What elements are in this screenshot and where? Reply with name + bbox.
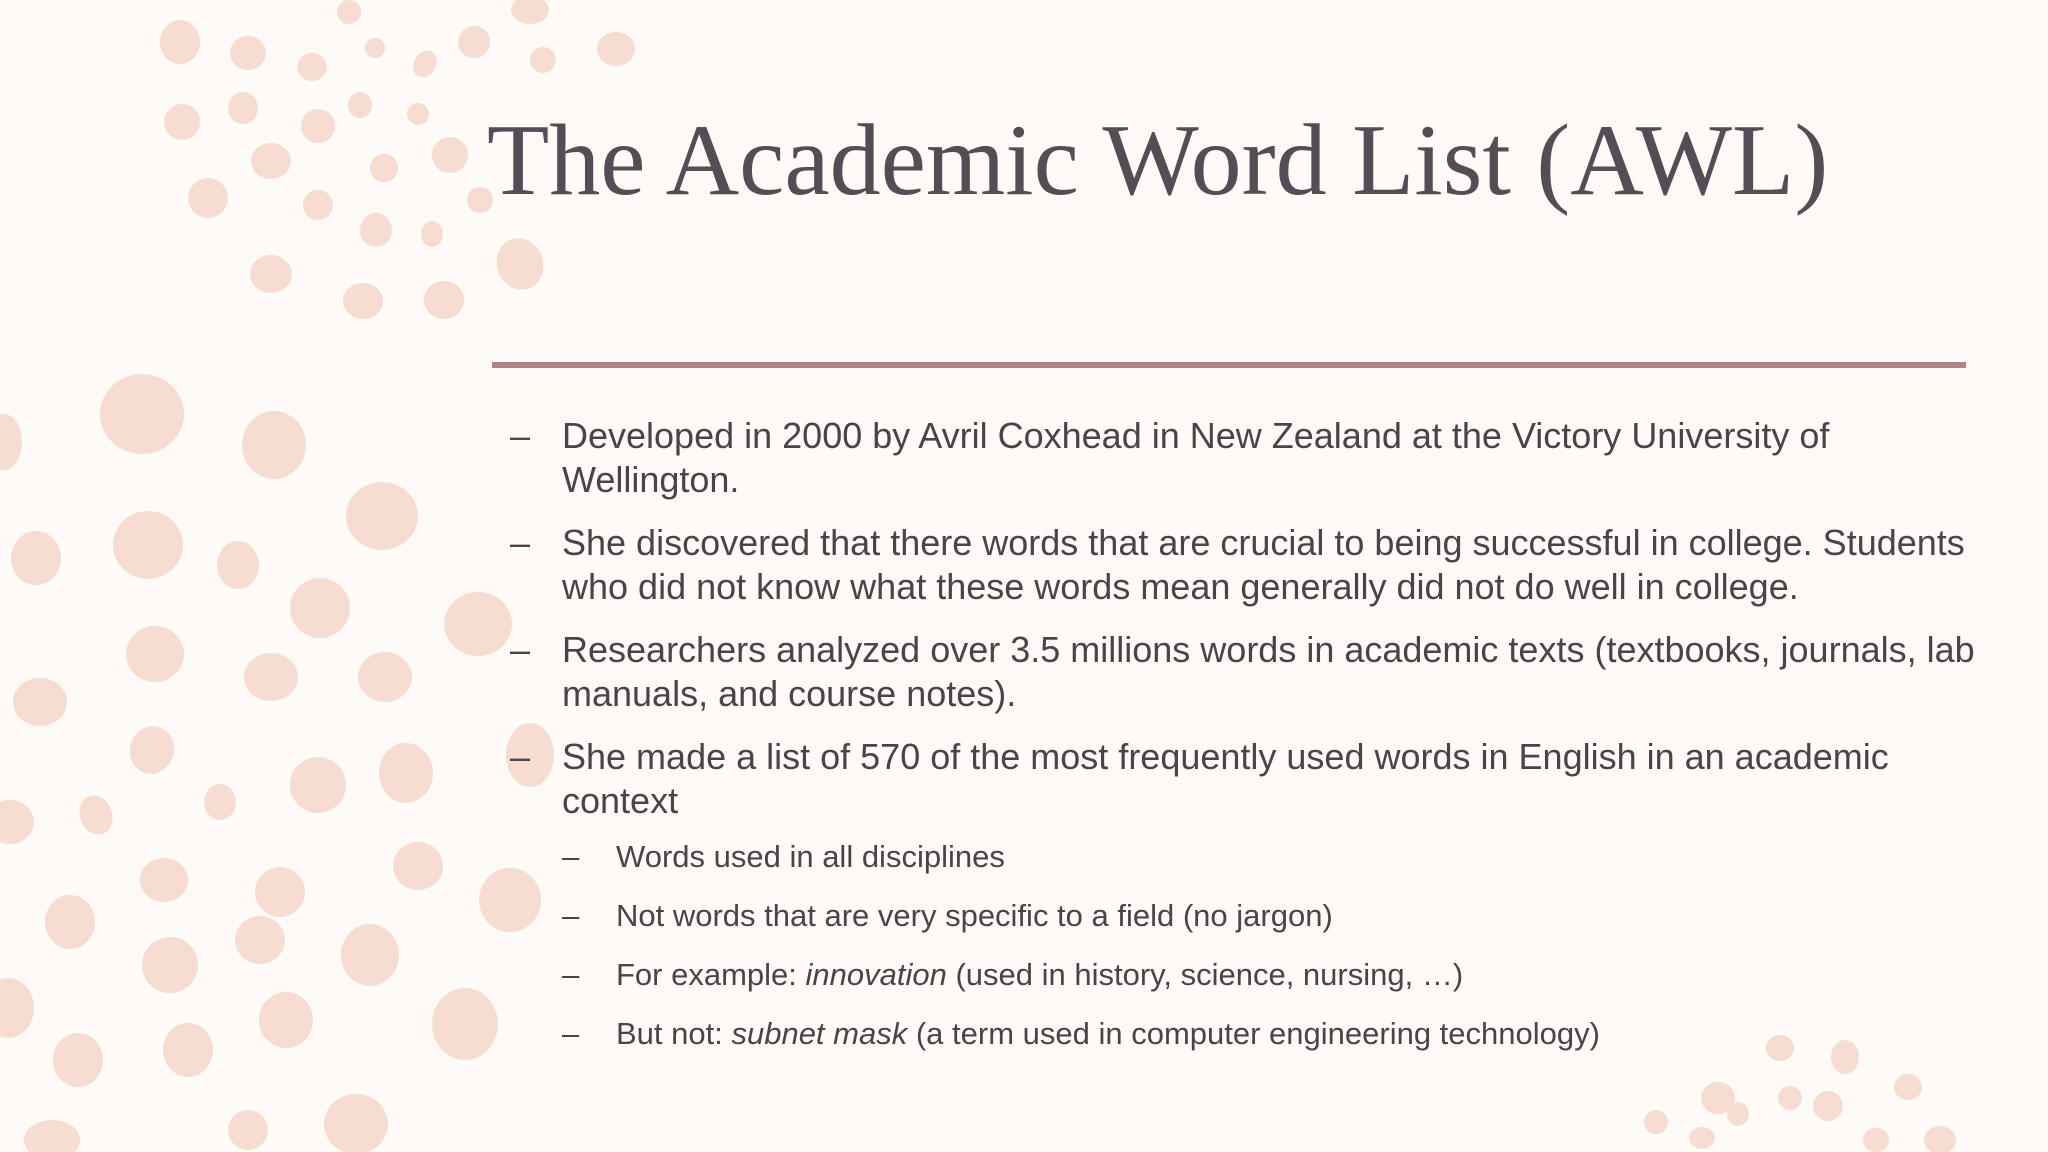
counterexample-term: subnet mask: [731, 1016, 908, 1051]
slide-body: [500, 414, 1980, 1073]
sub-bullet-prefix: But not:: [616, 1016, 732, 1051]
sub-bullet-marker: –: [562, 898, 580, 933]
sub-bullet-text: Not words that are very specific to a field (no jargon): [616, 898, 1333, 933]
sub-bullet-marker: –: [562, 839, 580, 874]
sub-bullet-item: [500, 896, 1980, 936]
sub-bullet-item: [500, 837, 1980, 877]
bullet-item: [500, 414, 1980, 502]
sub-bullet-item: [500, 1014, 1980, 1054]
bullet-marker: –: [510, 629, 531, 670]
sub-bullet-suffix: (used in history, science, nursing, …): [946, 957, 1464, 992]
sub-bullet-suffix: (a term used in computer engineering technology): [907, 1016, 1600, 1051]
sub-bullet-marker: –: [562, 957, 580, 992]
bullet-text: She made a list of 570 of the most frequently used words in English in an academic context: [562, 736, 1889, 821]
bullet-item: [500, 735, 1980, 823]
slide-title: The Academic Word List (AWL): [487, 104, 1829, 217]
bullet-marker: –: [510, 522, 531, 563]
bullet-text: Developed in 2000 by Avril Coxhead in New Zealand at the Victory University of Wellington.: [562, 415, 1830, 500]
title-divider: [492, 362, 1966, 368]
bullet-text: Researchers analyzed over 3.5 millions words in academic texts (textbooks, journals, lab manuals, and course notes).: [562, 629, 1975, 714]
bullet-item: [500, 521, 1980, 609]
sub-bullet-marker: –: [562, 1016, 580, 1051]
bullet-text: She discovered that there words that are crucial to being successful in college. Students who did not know what these words mean generally did not do well in college.: [562, 522, 1965, 607]
bullet-item: [500, 628, 1980, 716]
sub-bullet-prefix: For example:: [616, 957, 806, 992]
sub-bullet-list: [500, 837, 1980, 1054]
sub-bullet-item: [500, 955, 1980, 995]
sub-bullet-text: Words used in all disciplines: [616, 839, 1005, 874]
example-term: innovation: [805, 957, 947, 992]
bullet-marker: –: [510, 736, 531, 777]
bullet-marker: –: [510, 415, 531, 456]
